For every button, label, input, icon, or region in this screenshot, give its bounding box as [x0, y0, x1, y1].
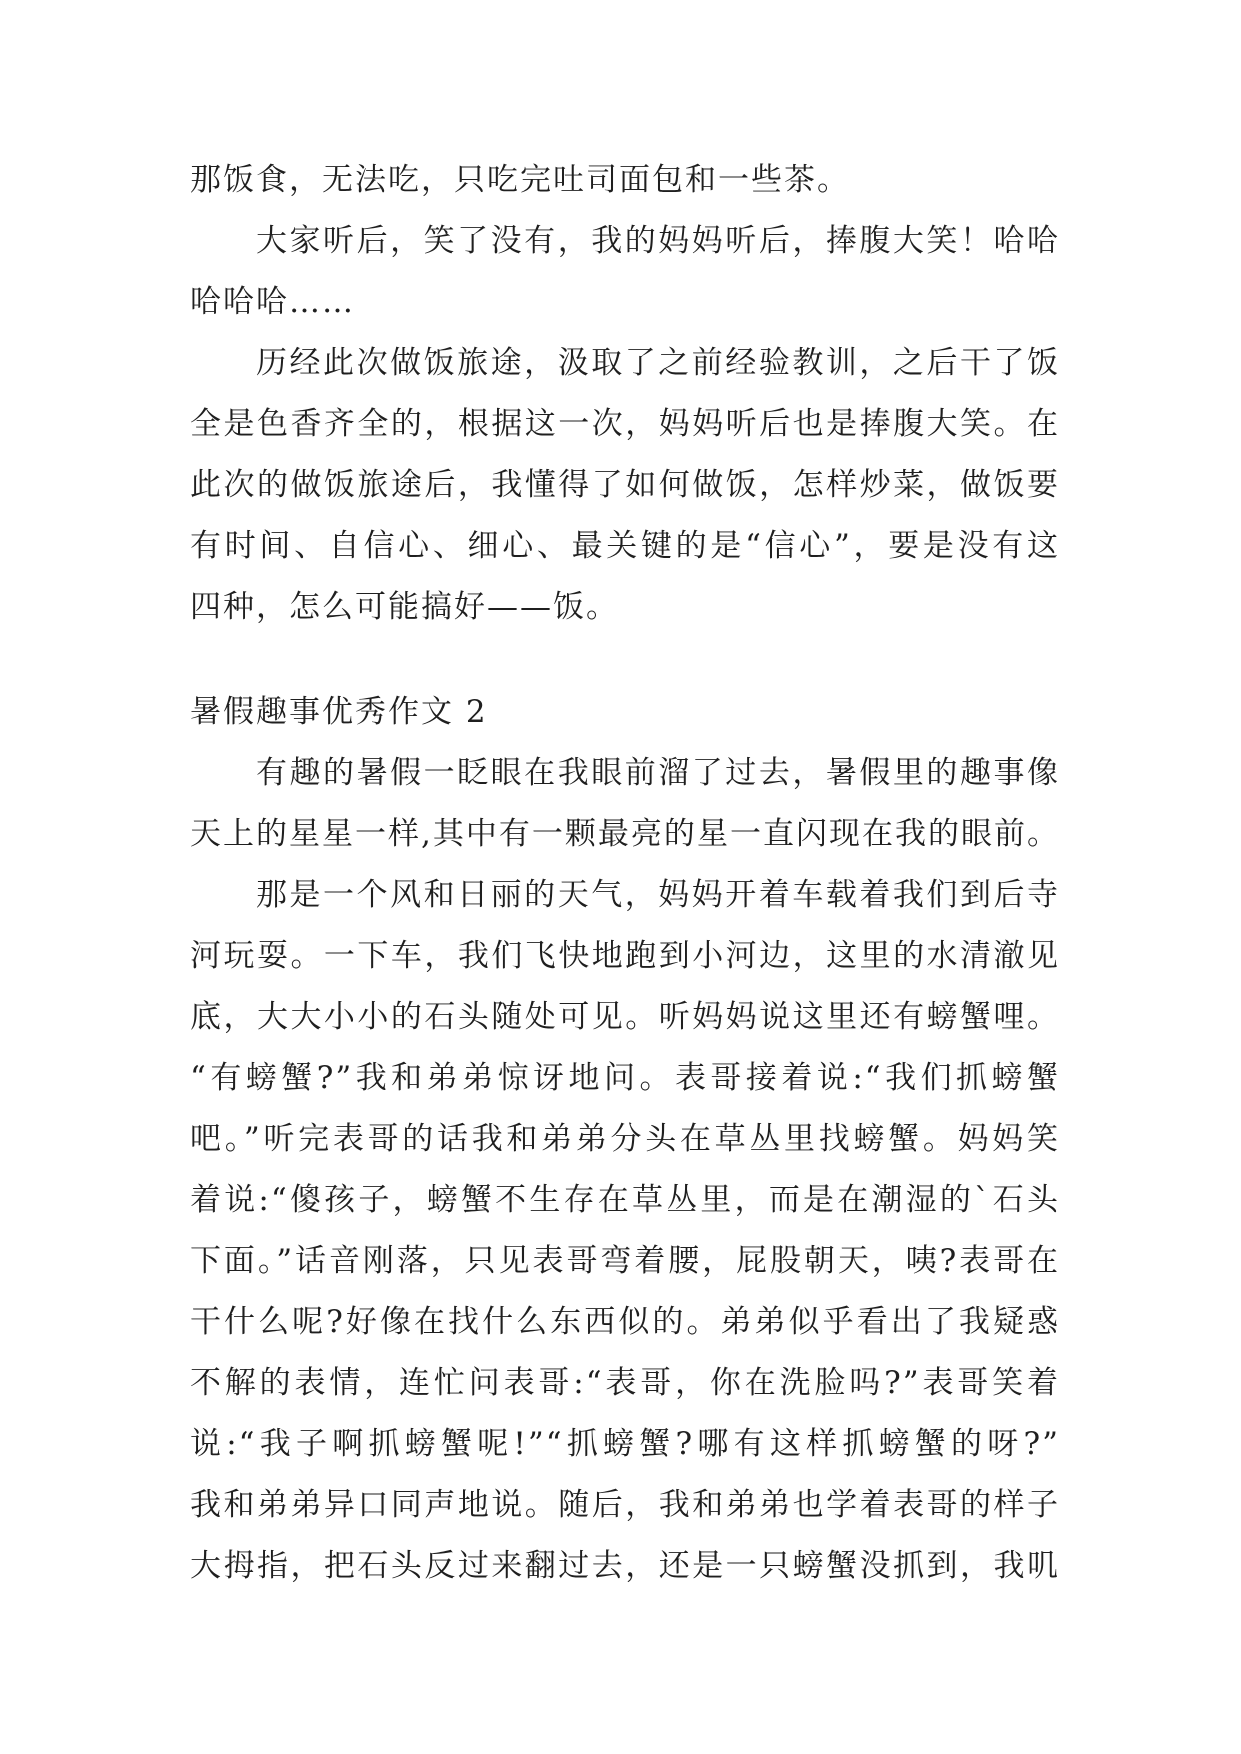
text-line: 全是色香齐全的，根据这一次，妈妈听后也是捧腹大笑。在 — [190, 406, 1060, 442]
text-line: 天上的星星一样,其中有一颗最亮的星一直闪现在我的眼前。 — [190, 816, 1060, 852]
text-line: 着说:“傻孩子，螃蟹不生存在草丛里，而是在潮湿的`石头 — [190, 1182, 1060, 1218]
text-line: 有时间、自信心、细心、最关键的是“信心”，要是没有这 — [190, 528, 1060, 564]
section1-text — [190, 150, 1060, 638]
text-line: 那是一个风和日丽的天气，妈妈开着车载着我们到后寺 — [256, 877, 1060, 913]
text-line: 此次的做饭旅途后，我懂得了如何做饭，怎样炒菜，做饭要 — [190, 467, 1060, 503]
text-line: 干什么呢?好像在找什么东西似的。弟弟似乎看出了我疑惑 — [190, 1304, 1060, 1340]
text-line: 大拇指，把石头反过来翻过去，还是一只螃蟹没抓到，我叽 — [190, 1548, 1060, 1584]
text-line: 不解的表情，连忙问表哥:“表哥，你在洗脸吗?”表哥笑着 — [190, 1365, 1060, 1401]
text-line: 我和弟弟异口同声地说。随后，我和弟弟也学着表哥的样子 — [190, 1487, 1060, 1523]
text-line: 河玩耍。一下车，我们飞快地跑到小河边，这里的水清澈见 — [190, 938, 1060, 974]
section2-text — [190, 682, 1060, 1597]
text-line: 说:“我子啊抓螃蟹呢!”“抓螃蟹?哪有这样抓螃蟹的呀?” — [190, 1426, 1060, 1462]
text-line: 底，大大小小的石头随处可见。听妈妈说这里还有螃蟹哩。 — [190, 999, 1060, 1035]
text-line: 有趣的暑假一眨眼在我眼前溜了过去，暑假里的趣事像 — [256, 755, 1060, 791]
text-line: “有螃蟹?”我和弟弟惊讶地问。表哥接着说:“我们抓螃蟹 — [190, 1060, 1060, 1096]
text-line: 四种，怎么可能搞好——饭。 — [190, 589, 619, 625]
text-line: 历经此次做饭旅途，汲取了之前经验教训，之后干了饭 — [256, 345, 1060, 381]
text-line: 哈哈哈…… — [190, 284, 355, 320]
text-line: 下面。”话音刚落，只见表哥弯着腰，屁股朝天，咦?表哥在 — [190, 1243, 1060, 1279]
text-line: 吧。”听完表哥的话我和弟弟分头在草丛里找螃蟹。妈妈笑 — [190, 1121, 1060, 1157]
text-line: 大家听后，笑了没有，我的妈妈听后，捧腹大笑！哈哈 — [256, 223, 1060, 259]
essay-title: 暑假趣事优秀作文 2 — [190, 694, 488, 730]
text-line: 那饭食，无法吃，只吃完吐司面包和一些茶。 — [190, 162, 850, 198]
